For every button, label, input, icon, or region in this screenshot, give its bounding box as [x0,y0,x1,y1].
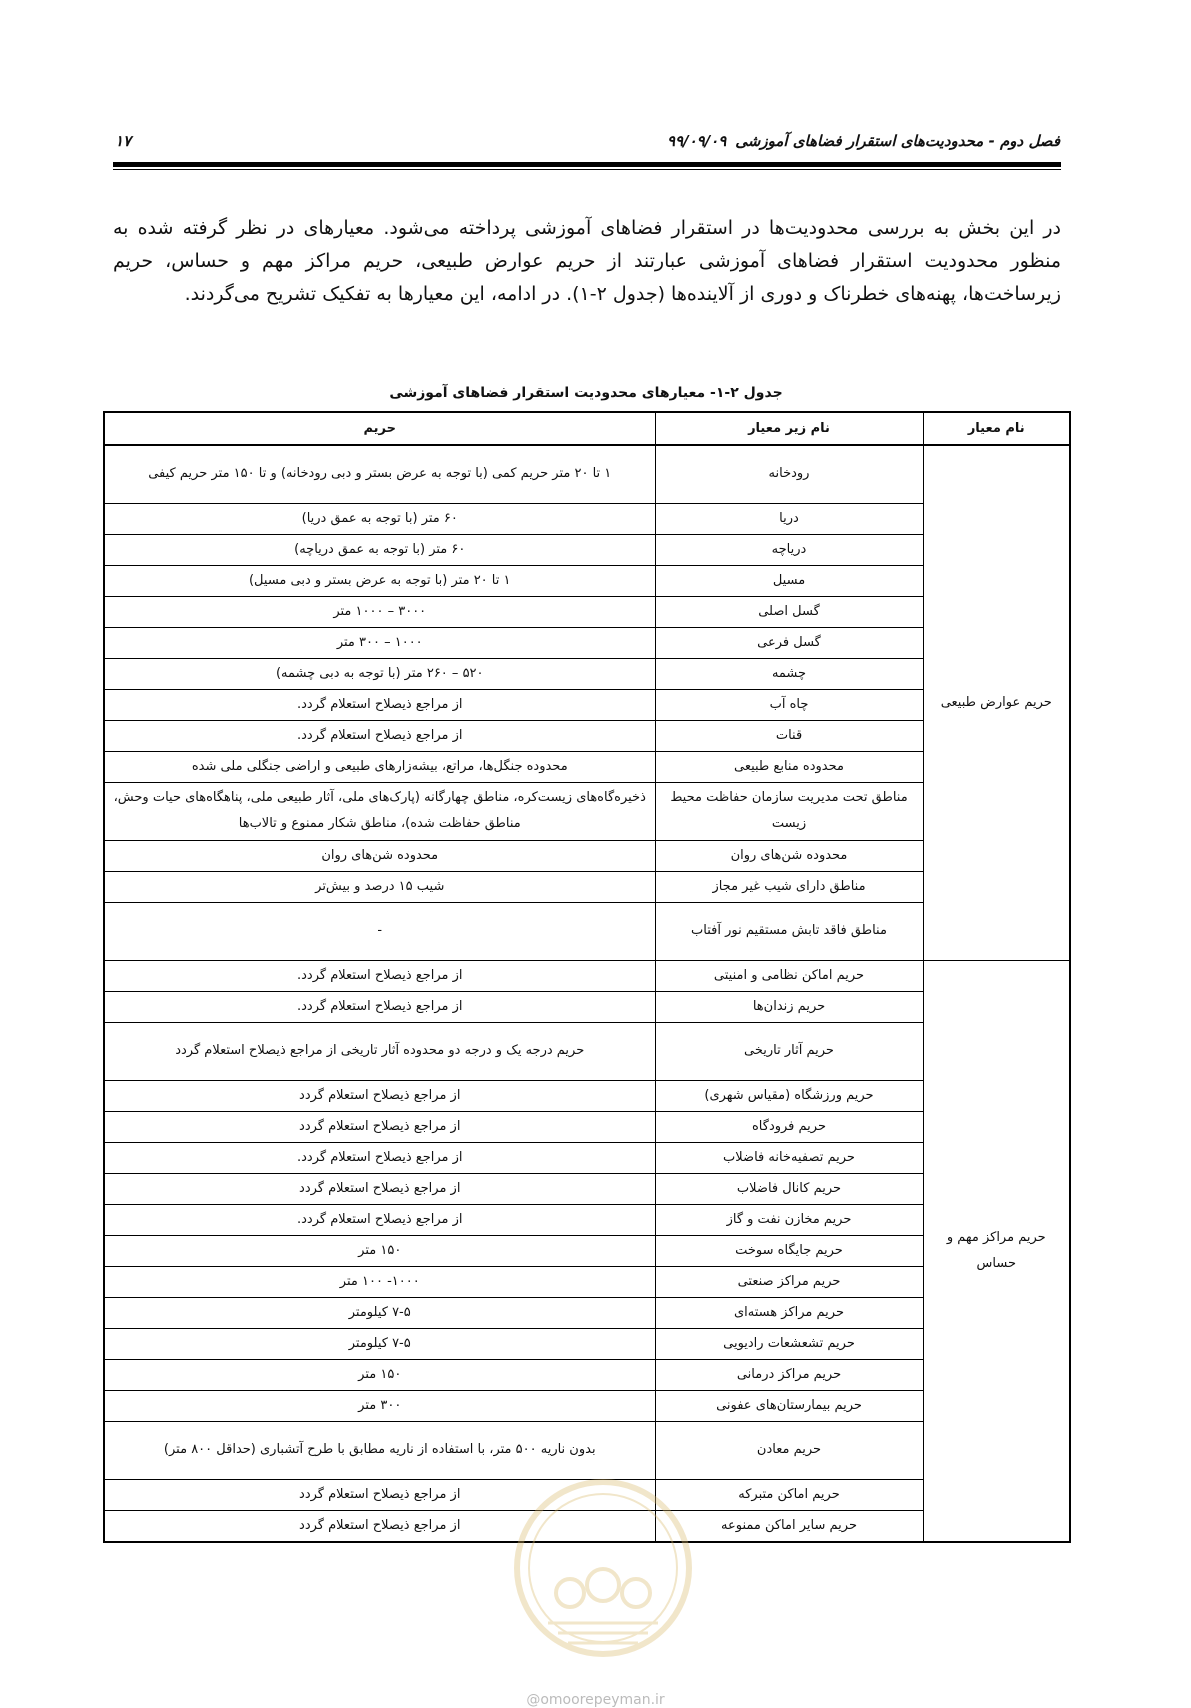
sub-criterion-cell: حریم مراکز هسته‌ای [655,1297,923,1328]
sub-criterion-cell: حریم تشعشعات رادیویی [655,1328,923,1359]
buffer-cell: ۱ تا ۲۰ متر حریم کمی (با توجه به عرض بستر و دبی رودخانه) و تا ۱۵۰ متر حریم کیفی [104,445,655,503]
watermark-url: @omoorepeyman.ir [526,1692,665,1708]
intro-paragraph: در این بخش به بررسی محدودیت‌ها در استقرار فضاهای آموزشی پرداخته می‌شود. معیارهای در نظر گرفته شده به منظور محدودیت استقرار فضاهای آموزشی عبارتند از حریم عوارض طبیعی، حریم مراکز مهم و حساس، حریم زیرساخت‌ها، پهنه‌های خطرناک و دوری از آلاینده‌ها (جدول ۲-۱). در ادامه، این معیارها به تفکیک تشریح می‌گردند. [113,217,1061,305]
buffer-cell: ۶۰ متر (با توجه به عمق دریا) [104,503,655,534]
sub-criterion-cell: گسل فرعی [655,627,923,658]
chapter-title: فصل دوم - محدودیت‌های استقرار فضاهای آموزشی [735,132,1060,150]
sub-criterion-cell: قنات [655,720,923,751]
sub-criterion-cell: حریم معادن [655,1421,923,1479]
table-row [104,445,1070,503]
buffer-cell: از مراجع ذیصلاح استعلام گردد. [104,991,655,1022]
table-body [104,445,1070,1542]
document-date: ۹۹/۰۹/۰۹ [667,132,727,150]
page-header [115,132,1060,154]
sub-criterion-cell: مناطق دارای شیب غیر مجاز [655,871,923,902]
sub-criterion-cell: حریم سایر اماکن ممنوعه [655,1510,923,1542]
sub-criterion-cell: حریم زندان‌ها [655,991,923,1022]
sub-criterion-cell: حریم بیمارستان‌های عفونی [655,1390,923,1421]
sub-criterion-cell: حریم اماکن نظامی و امنیتی [655,960,923,991]
buffer-cell: از مراجع ذیصلاح استعلام گردد [104,1080,655,1111]
sub-criterion-cell: حریم مراکز درمانی [655,1359,923,1390]
buffer-cell: از مراجع ذیصلاح استعلام گردد [104,1510,655,1542]
header-buffer: حریم [104,412,655,445]
criteria-table [103,411,1071,1543]
sub-criterion-cell: حریم آثار تاریخی [655,1022,923,1080]
buffer-cell: شیب ۱۵ درصد و بیش‌تر [104,871,655,902]
sub-criterion-cell: دریا [655,503,923,534]
sub-criterion-cell: حریم فرودگاه [655,1111,923,1142]
sub-criterion-cell: مناطق تحت مدیریت سازمان حفاظت محیط زیست [655,782,923,840]
buffer-cell: - [104,902,655,960]
sub-criterion-cell: حریم ورزشگاه (مقیاس شهری) [655,1080,923,1111]
buffer-cell: ۱۰۰۰ – ۳۰۰ متر [104,627,655,658]
buffer-cell: ۷-۵ کیلومتر [104,1297,655,1328]
buffer-cell: از مراجع ذیصلاح استعلام گردد. [104,1204,655,1235]
buffer-cell: بدون ناریه ۵۰۰ متر، با استفاده از ناریه مطابق با طرح آتشباری (حداقل ۸۰۰ متر) [104,1421,655,1479]
sub-criterion-cell: محدوده منابع طبیعی [655,751,923,782]
table-row [104,960,1070,991]
sub-criterion-cell: چاه آب [655,689,923,720]
sub-criterion-cell: حریم جایگاه سوخت [655,1235,923,1266]
buffer-cell: ۷-۵ کیلومتر [104,1328,655,1359]
sub-criterion-cell: محدوده شن‌های روان [655,840,923,871]
sub-criterion-cell: مناطق فاقد تابش مستقیم نور آفتاب [655,902,923,960]
sub-criterion-cell: چشمه [655,658,923,689]
sub-criterion-cell: حریم مخازن نفت و گاز [655,1204,923,1235]
table-caption: جدول ۲-۱- معیارهای محدودیت استقرار فضاهای آموزشی [389,385,783,401]
header-criterion: نام معیار [923,412,1070,445]
sub-criterion-cell: گسل اصلی [655,596,923,627]
sub-criterion-cell: رودخانه [655,445,923,503]
buffer-cell: ۶۰ متر (با توجه به عمق دریاچه) [104,534,655,565]
buffer-cell: ۱۰۰۰- ۱۰۰ متر [104,1266,655,1297]
buffer-cell: از مراجع ذیصلاح استعلام گردد. [104,720,655,751]
buffer-cell: از مراجع ذیصلاح استعلام گردد [104,1111,655,1142]
buffer-cell: محدوده شن‌های روان [104,840,655,871]
criterion-cell: حریم مراکز مهم و حساس [923,960,1070,1542]
header-sub-criterion: نام زیر معیار [655,412,923,445]
sub-criterion-cell: دریاچه [655,534,923,565]
buffer-cell: ۱ تا ۲۰ متر (با توجه به عرض بستر و دبی مسیل) [104,565,655,596]
buffer-cell: ۱۵۰ متر [104,1359,655,1390]
buffer-cell: ذخیره‌گاه‌های زیست‌کره، مناطق چهارگانه (پارک‌های ملی، آثار طبیعی ملی، پناهگاه‌های حیات وحش، مناطق حفاظت شده)، مناطق شکار ممنوع و تالاب‌ها [104,782,655,840]
watermark-logo [508,1473,698,1673]
header-rule-thin [113,169,1061,170]
sub-criterion-cell: حریم مراکز صنعتی [655,1266,923,1297]
buffer-cell: ۵۲۰ – ۲۶۰ متر (با توجه به دبی چشمه) [104,658,655,689]
header-rule-thick [113,162,1061,167]
sub-criterion-cell: حریم اماکن متبرکه [655,1479,923,1510]
buffer-cell: از مراجع ذیصلاح استعلام گردد. [104,960,655,991]
buffer-cell: ۳۰۰۰ – ۱۰۰۰ متر [104,596,655,627]
buffer-cell: از مراجع ذیصلاح استعلام گردد. [104,1142,655,1173]
buffer-cell: ۱۵۰ متر [104,1235,655,1266]
buffer-cell: از مراجع ذیصلاح استعلام گردد [104,1173,655,1204]
buffer-cell: محدوده جنگل‌ها، مراتع، بیشه‌زارهای طبیعی و اراضی جنگلی ملی شده [104,751,655,782]
sub-criterion-cell: مسیل [655,565,923,596]
page-number: ۱۷ [115,132,132,150]
buffer-cell: حریم درجه یک و درجه دو محدوده آثار تاریخی از مراجع ذیصلاح استعلام گردد [104,1022,655,1080]
buffer-cell: از مراجع ذیصلاح استعلام گردد. [104,689,655,720]
buffer-cell: ۳۰۰ متر [104,1390,655,1421]
criterion-cell: حریم عوارض طبیعی [923,445,1070,960]
table-header-row [104,412,1070,445]
buffer-cell: از مراجع ذیصلاح استعلام گردد [104,1479,655,1510]
sub-criterion-cell: حریم کانال فاضلاب [655,1173,923,1204]
sub-criterion-cell: حریم تصفیه‌خانه فاضلاب [655,1142,923,1173]
